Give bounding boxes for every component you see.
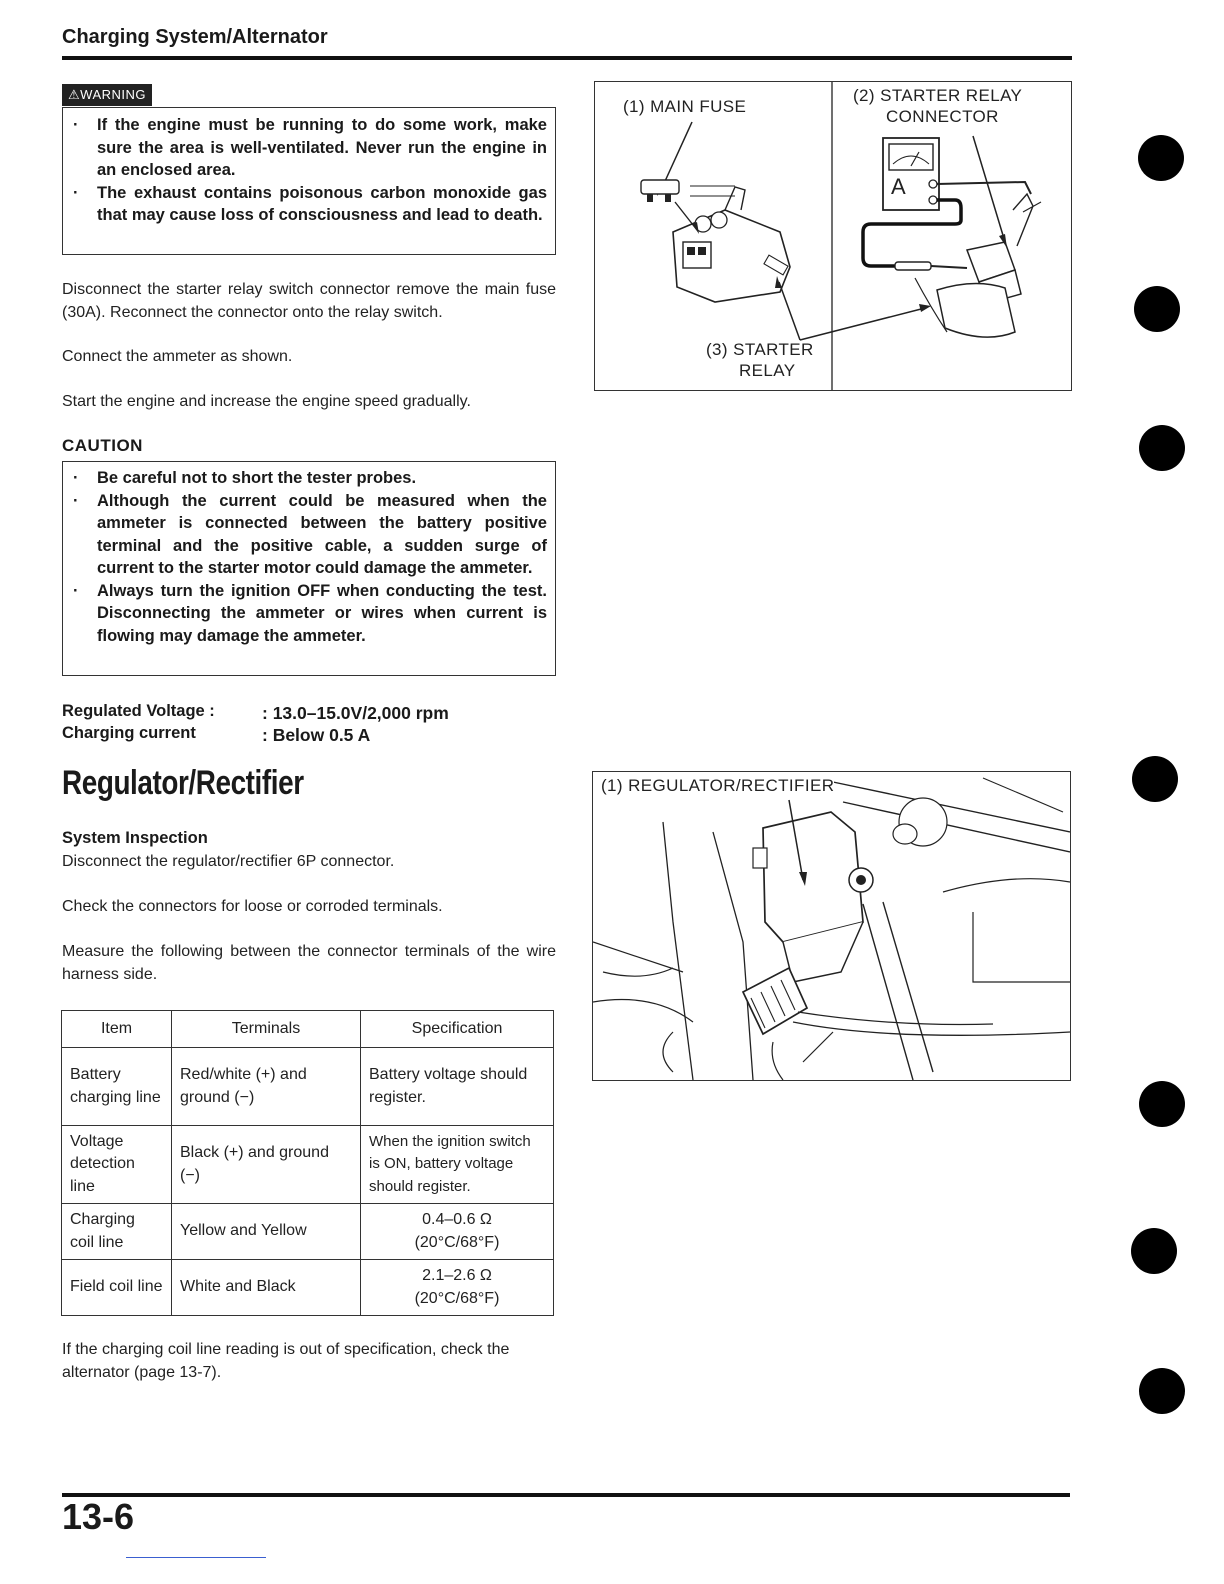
table-row	[62, 1126, 554, 1204]
footer-rule	[62, 1493, 1070, 1497]
spec-value-line: (20°C/68°F)	[414, 1233, 500, 1251]
figure-label-starter-relay: (3) STARTER	[706, 340, 814, 359]
binder-hole	[1134, 286, 1180, 332]
spec-value-line: 2.1–2.6 Ω	[422, 1267, 492, 1284]
table-cell-item: Voltage detection line	[62, 1126, 172, 1204]
table-cell-terminals: Red/white (+) and ground (−)	[172, 1048, 361, 1126]
table-header: Specification	[361, 1011, 554, 1048]
caution-item: · Although the current could be measured when the ammeter is connected between the battery positive terminal and the positive cable, a sudden surge of current to the starter motor could damage the ammeter.	[63, 490, 547, 580]
ammeter-diagram	[595, 82, 1071, 390]
spec-value: : 13.0–15.0V/2,000 rpm	[262, 703, 449, 723]
subsection-title: System Inspection	[62, 829, 208, 847]
table-header: Terminals	[172, 1011, 361, 1048]
figure-label-starter-relay-connector: CONNECTOR	[886, 107, 999, 126]
step-paragraph: Disconnect the starter relay switch connector remove the main fuse (30A). Reconnect the connector onto the relay switch.	[62, 281, 556, 321]
step-paragraph: Connect the ammeter as shown.	[62, 348, 293, 365]
regulator-figure	[592, 771, 1071, 1081]
table-cell-terminals: Black (+) and ground (−)	[172, 1126, 361, 1204]
binder-hole	[1132, 756, 1178, 802]
table-row	[62, 1204, 554, 1260]
warning-item: · The exhaust contains poisonous carbon monoxide gas that may cause loss of consciousness and lead to death.	[63, 182, 547, 227]
spec-value-line: (20°C/68°F)	[414, 1289, 500, 1307]
step-paragraph: Check the connectors for loose or corroded terminals.	[62, 898, 443, 915]
table-cell-spec	[361, 1260, 554, 1316]
table-header-row	[62, 1011, 554, 1048]
table-cell-spec: When the ignition switch is ON, battery voltage should register.	[361, 1126, 554, 1204]
table-row	[62, 1048, 554, 1126]
page-header-title: Charging System/Alternator	[62, 26, 328, 48]
spec-value: : Below 0.5 A	[262, 725, 371, 745]
warning-badge-label: WARNING	[80, 87, 147, 102]
step-paragraph: Measure the following between the connector terminals of the wire harness side.	[62, 943, 556, 983]
spec-label: Regulated Voltage :	[62, 702, 215, 720]
caution-item: · Always turn the ignition OFF when conducting the test. Disconnecting the ammeter or wires when current is flowing may damage the ammeter.	[63, 580, 547, 648]
step-paragraph: Start the engine and increase the engine speed gradually.	[62, 393, 471, 410]
caution-title: CAUTION	[62, 436, 143, 455]
binder-hole	[1139, 425, 1185, 471]
table-cell-item: Field coil line	[62, 1260, 172, 1316]
caution-item: · Be careful not to short the tester probes.	[63, 467, 547, 490]
caution-box	[62, 461, 556, 676]
spec-label: Charging current	[62, 724, 196, 742]
step-paragraph: Disconnect the regulator/rectifier 6P connector.	[62, 853, 395, 870]
inspection-table	[61, 1010, 554, 1316]
binder-hole	[1138, 135, 1184, 181]
table-cell-terminals: White and Black	[172, 1260, 361, 1316]
ammeter-figure	[594, 81, 1072, 391]
section-title: Regulator/Rectifier	[62, 764, 304, 802]
figure-label-starter-relay-connector: (2) STARTER RELAY	[853, 86, 1023, 105]
ammeter-letter: A	[891, 174, 907, 199]
link-underline	[126, 1557, 266, 1558]
header-rule	[62, 56, 1072, 60]
table-header: Item	[62, 1011, 172, 1048]
step-paragraph: If the charging coil line reading is out of specification, check the alternator (page 13-7).	[62, 1341, 510, 1381]
binder-hole	[1139, 1368, 1185, 1414]
binder-hole	[1131, 1228, 1177, 1274]
figure-label-starter-relay: RELAY	[739, 361, 796, 380]
table-cell-terminals: Yellow and Yellow	[172, 1204, 361, 1260]
warning-box	[62, 107, 556, 255]
table-row	[62, 1260, 554, 1316]
page-number: 13-6	[62, 1496, 135, 1537]
table-cell-item: Charging coil line	[62, 1204, 172, 1260]
spec-value-line: 0.4–0.6 Ω	[422, 1211, 492, 1228]
warning-badge: ⚠WARNING	[62, 84, 152, 106]
regulator-diagram	[593, 772, 1070, 1080]
warning-item: · If the engine must be running to do some work, make sure the area is well-ventilated. Never run the engine in an enclosed area.	[63, 114, 547, 182]
binder-hole	[1139, 1081, 1185, 1127]
table-cell-spec: Battery voltage should register.	[361, 1048, 554, 1126]
figure-label-main-fuse: (1) MAIN FUSE	[623, 97, 747, 116]
figure-label-regulator: (1) REGULATOR/RECTIFIER	[601, 776, 835, 795]
table-cell-item: Battery charging line	[62, 1048, 172, 1126]
table-cell-spec	[361, 1204, 554, 1260]
